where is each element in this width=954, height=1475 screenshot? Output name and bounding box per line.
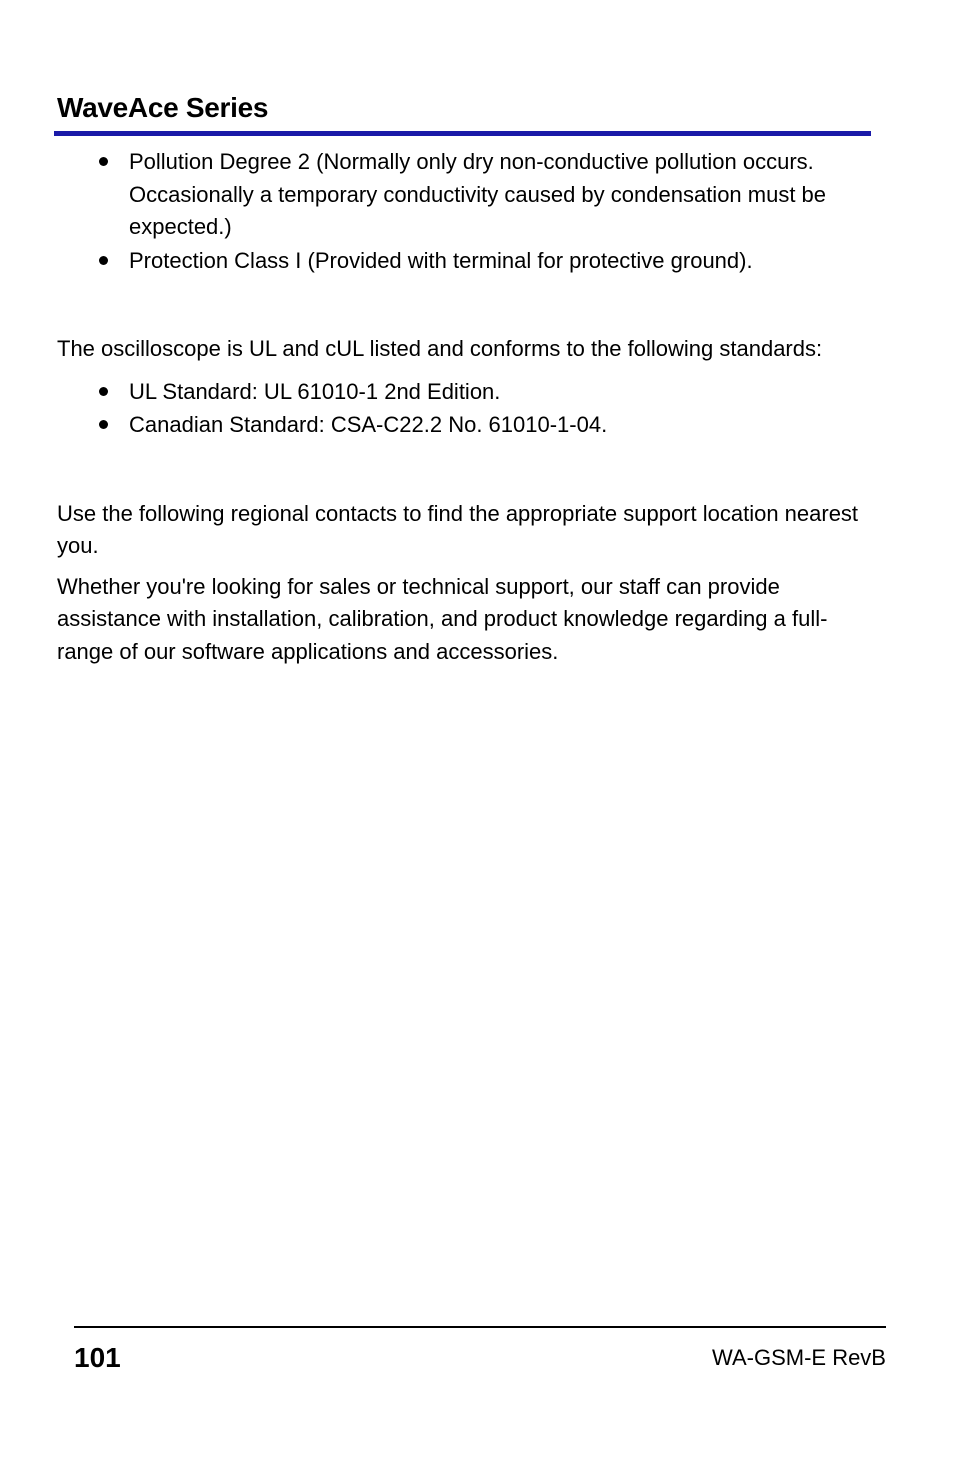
list-item	[57, 146, 869, 244]
header-rule	[54, 131, 871, 136]
footer-rule	[74, 1326, 886, 1328]
header-title: WaveAce Series	[57, 92, 269, 123]
page-content	[57, 146, 869, 668]
support-paragraph-2: Whether you're looking for sales or technical support, our staff can provide assistance with installation, calibration, and product knowledge regarding a full-range of our software applications and accessories.	[57, 573, 828, 664]
list-item-text: Protection Class I (Provided with terminal for protective ground).	[129, 247, 753, 273]
list-item-text: UL Standard: UL 61010-1 2nd Edition.	[129, 378, 501, 404]
bullet-icon	[93, 409, 113, 442]
list-item-text: Canadian Standard: CSA-C22.2 No. 61010-1-04.	[129, 412, 608, 437]
bullet-icon	[93, 376, 113, 409]
compliance-list	[57, 376, 869, 442]
list-item	[57, 409, 869, 442]
list-item	[57, 245, 869, 278]
document-code: WA-GSM-E RevB	[712, 1345, 886, 1370]
list-item-text: Pollution Degree 2 (Normally only dry non-conductive pollution occurs. Occasionally a temporary conductivity caused by condensation must be expected.)	[129, 149, 827, 239]
support-paragraph-1: Use the following regional contacts to find the appropriate support location nearest you.	[57, 500, 859, 558]
page-number: 101	[74, 1342, 121, 1373]
compliance-intro: The oscilloscope is UL and cUL listed and conforms to the following standards:	[57, 336, 823, 361]
bullet-icon	[93, 146, 113, 179]
bullet-icon	[93, 245, 113, 278]
list-item	[57, 376, 869, 409]
environment-list	[57, 146, 869, 277]
